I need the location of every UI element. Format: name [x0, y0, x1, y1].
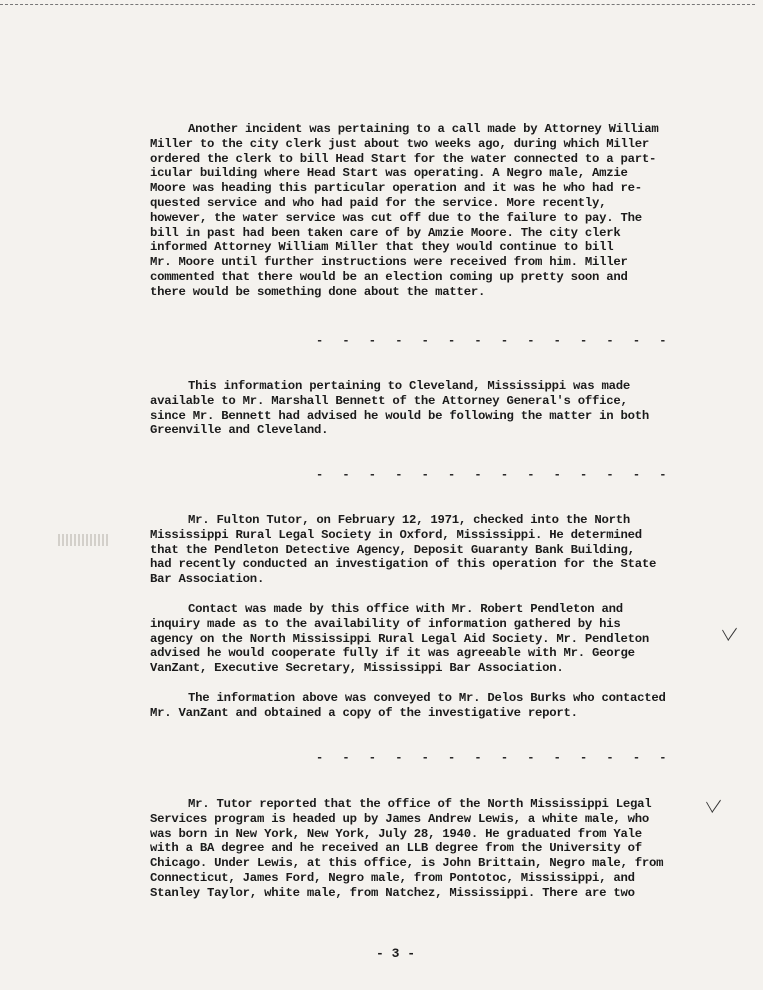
section-separator: - - - - - - - - - - - - - -	[316, 334, 673, 348]
top-dashed-border	[0, 4, 755, 5]
paragraph-legal-services-staff: Mr. Tutor reported that the office of the North Mississippi Legal Services program is headed up by James Andrew Lewis, a white male, who was born in New York, New York, July 28, 1940. He graduated from Yale with a BA degree and he received an LLB degree from the University of Chicago. Under Lewis, at this office, is John Brittain, Negro male, from Connecticut, James Ford, Negro male, from Pontotoc, Mississippi, and Stanley Taylor, white male, from Natchez, Mississippi. There are two	[150, 797, 664, 900]
paragraph-cleveland-info: This information pertaining to Cleveland, Mississippi was made available to Mr. Marshall Bennett of the Attorney General's office, since Mr. Bennett had advised he would be following the matter in both Greenville and Cleveland.	[150, 379, 650, 438]
checkmark-annotation	[722, 618, 737, 641]
paragraph-water-bill: Another incident was pertaining to a call made by Attorney William Miller to the city clerk just about two weeks ago, during which Miller ordered the clerk to bill Head Start for the water connected to a part- icular building where Head Start was operating. A Negro male, Amzie Moore was heading this particular operation and it was he who had re- quested service and who had paid for the service. More recently, however, the water service was cut off due to the failure to pay. The bill in past had been taken care of by Amzie Moore. The city clerk informed Attorney William Miller that they would continue to bill Mr. Moore until further instructions were received from him. Miller commented that there would be an election coming up pretty soon and there would be something done about the matter.	[150, 122, 659, 299]
page-number: - 3 -	[376, 946, 416, 961]
section-separator: - - - - - - - - - - - - - -	[316, 751, 673, 765]
section-separator: - - - - - - - - - - - - - -	[316, 468, 673, 482]
checkmark-annotation	[706, 790, 721, 813]
paragraph-pendleton-contact: Contact was made by this office with Mr. Robert Pendleton and inquiry made as to the availability of information gathered by his agency on the North Mississippi Rural Legal Aid Society. Mr. Pendleton advised he would cooperate fully if it was agreeable with Mr. George VanZant, Executive Secretary, Mississippi Bar Association.	[150, 602, 650, 676]
paragraph-fulton-tutor: Mr. Fulton Tutor, on February 12, 1971, checked into the North Mississippi Rural Legal Society in Oxford, Mississippi. He determined that the Pendleton Detective Agency, Deposit Guaranty Bank Building, had recently conducted an investigation of this operation for the State Bar Association.	[150, 513, 657, 587]
paragraph-burks-vanzant: The information above was conveyed to Mr. Delos Burks who contacted Mr. VanZant and obtained a copy of the investigative report.	[150, 691, 666, 720]
faint-stamp-mark	[58, 534, 110, 546]
